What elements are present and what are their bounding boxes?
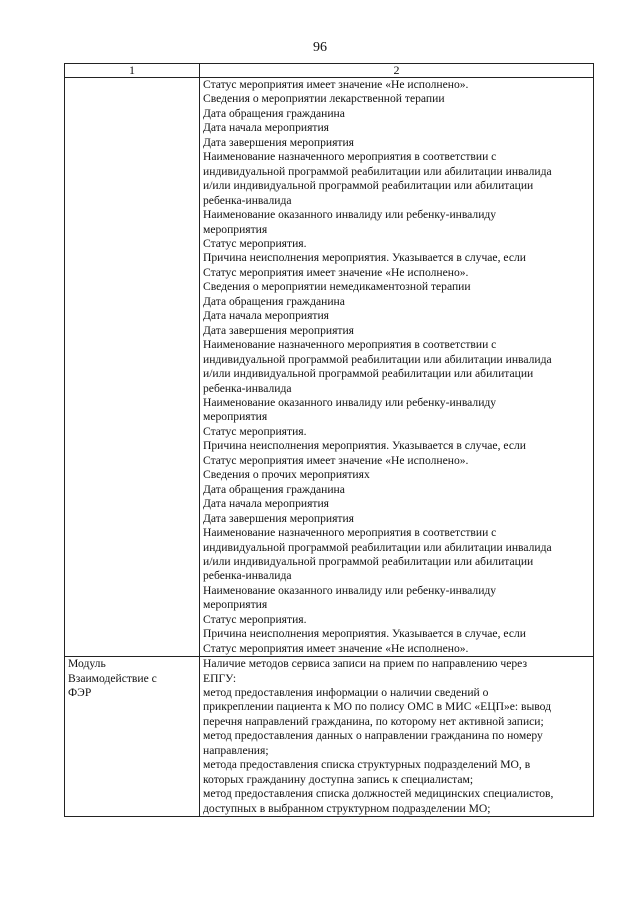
cell-text-line: мероприятия <box>203 598 268 612</box>
cell-text-line: Модуль <box>68 657 106 671</box>
table-cell-col2 <box>200 657 594 817</box>
cell-text-line: Причина неисполнения мероприятия. Указывается в случае, если <box>203 627 526 641</box>
cell-text-line: Статус мероприятия имеет значение «Не исполнено». <box>203 78 469 91</box>
cell-text-line: метод предоставления списка должностей медицинских специалистов, <box>203 787 554 801</box>
cell-text-line: которых гражданину доступна запись к специалистам; <box>203 772 474 786</box>
cell-text-line: метод предоставления информации о наличии сведений о <box>203 686 489 700</box>
cell-text-line: мероприятия <box>203 410 268 424</box>
cell-text-line: Сведения о мероприятии немедикаментозной терапии <box>203 280 471 294</box>
cell-text-line: ребенка-инвалида <box>203 569 292 583</box>
cell-text-line: Взаимодействие с <box>68 671 157 685</box>
cell-text-line: ребенка-инвалида <box>203 381 292 395</box>
cell-text-line: Дата обращения гражданина <box>203 482 345 496</box>
column-header-1: 1 <box>65 64 200 78</box>
cell-text-line: Наименование назначенного мероприятия в соответствии с <box>203 338 497 352</box>
cell-text-line: Наличие методов сервиса записи на прием по направлению через <box>203 657 528 671</box>
cell-text-line: и/или индивидуальной программой реабилитации или абилитации <box>203 554 534 568</box>
table-cell-col1 <box>65 657 200 817</box>
cell-text-line: Сведения о мероприятии лекарственной терапии <box>203 92 445 106</box>
cell-text-line: Статус мероприятия имеет значение «Не исполнено». <box>203 453 469 467</box>
page-number: 96 <box>313 40 327 55</box>
table-row <box>65 657 594 817</box>
cell-text-line: Дата обращения гражданина <box>203 106 345 120</box>
cell-text-line: Дата начала мероприятия <box>203 121 330 135</box>
cell-text-line: Статус мероприятия имеет значение «Не исполнено». <box>203 265 469 279</box>
cell-text-line: прикреплении пациента к МО по полису ОМС в МИС «ЕЦП»е: вывод <box>203 700 552 714</box>
column-header-2: 2 <box>200 64 594 78</box>
cell-text-line: Статус мероприятия. <box>203 612 307 626</box>
cell-text-line: Дата обращения гражданина <box>203 294 345 308</box>
cell-text-line: Дата завершения мероприятия <box>203 135 355 149</box>
cell-text-line: индивидуальной программой реабилитации или абилитации инвалида <box>203 164 552 178</box>
cell-text-line: Статус мероприятия. <box>203 424 307 438</box>
cell-text-line: доступных в выбранном структурном подразделении МО; <box>203 801 491 815</box>
cell-text-line: ребенка-инвалида <box>203 193 292 207</box>
table-cell-col2 <box>200 78 594 657</box>
cell-text-line: индивидуальной программой реабилитации или абилитации инвалида <box>203 540 552 554</box>
table-cell-col1 <box>65 78 200 657</box>
cell-text-line: Причина неисполнения мероприятия. Указывается в случае, если <box>203 251 526 265</box>
cell-text-line: ФЭР <box>68 686 92 700</box>
cell-text-line: Наименование оказанного инвалиду или ребенку-инвалиду <box>203 395 497 409</box>
cell-text-line: ЕПГУ: <box>203 671 237 685</box>
requirements-table <box>64 63 594 817</box>
table-row <box>65 78 594 657</box>
table-header-row <box>65 64 594 78</box>
cell-text-line: направления; <box>203 743 269 757</box>
cell-text-line: Причина неисполнения мероприятия. Указывается в случае, если <box>203 439 526 453</box>
cell-text-line: и/или индивидуальной программой реабилитации или абилитации <box>203 179 534 193</box>
cell-text-line: Сведения о прочих мероприятиях <box>203 468 370 482</box>
cell-text-line: Статус мероприятия. <box>203 236 307 250</box>
cell-text-line: Наименование назначенного мероприятия в соответствии с <box>203 526 497 540</box>
cell-text-line: индивидуальной программой реабилитации или абилитации инвалида <box>203 352 552 366</box>
cell-text-line: Наименование назначенного мероприятия в соответствии с <box>203 150 497 164</box>
cell-text-line: мероприятия <box>203 222 268 236</box>
cell-text-line: метод предоставления данных о направлении гражданина по номеру <box>203 729 543 743</box>
cell-text-line: и/или индивидуальной программой реабилитации или абилитации <box>203 367 534 381</box>
cell-text-line: Наименование оказанного инвалиду или ребенку-инвалиду <box>203 208 497 222</box>
cell-text-line: перечня направлений гражданина, по которому нет активной записи; <box>203 714 544 728</box>
cell-text-line: Дата начала мероприятия <box>203 309 330 323</box>
cell-text-line: Дата начала мероприятия <box>203 497 330 511</box>
cell-text-line: Статус мероприятия имеет значение «Не исполнено». <box>203 641 469 655</box>
cell-text-line: Дата завершения мероприятия <box>203 511 355 525</box>
cell-text-line: Наименование оказанного инвалиду или ребенку-инвалиду <box>203 583 497 597</box>
cell-text-line: метода предоставления списка структурных подразделений МО, в <box>203 758 531 772</box>
cell-text-line: Дата завершения мероприятия <box>203 323 355 337</box>
